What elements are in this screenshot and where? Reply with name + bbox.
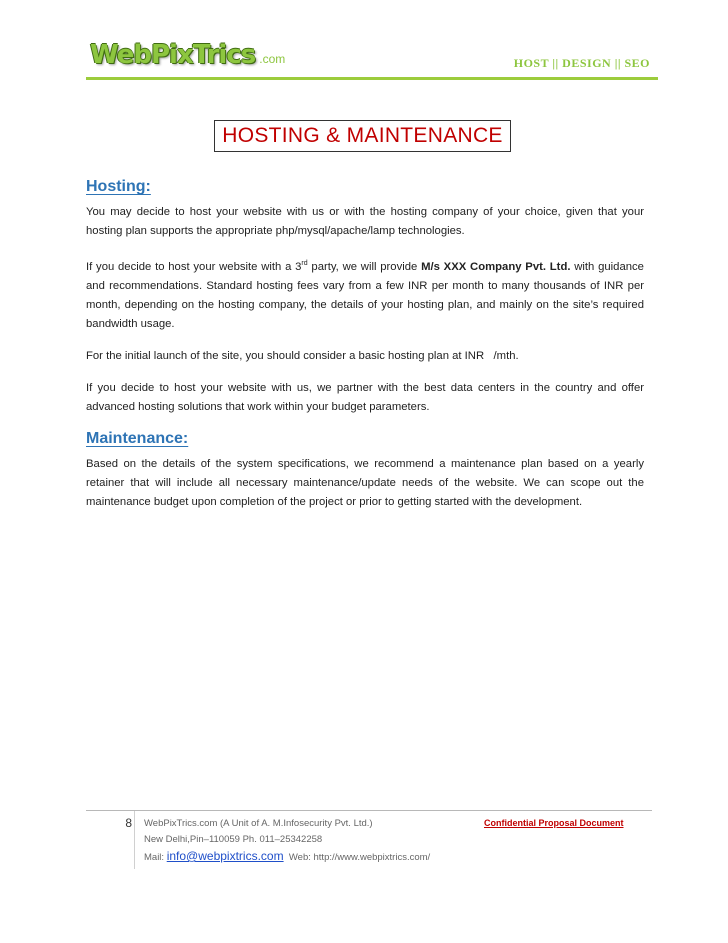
logo-text: WebPixTrics	[90, 40, 256, 70]
page-title: HOSTING & MAINTENANCE	[214, 120, 511, 152]
footer-divider	[86, 810, 652, 811]
hosting-p2-end: with guidance and recommendations. Standard hosting fees vary from a few INR per month to many thousands of INR per month, depending on the hosting company, the details of your hosting plan, and mainly on the site’s required bandwidth usage.	[86, 260, 644, 330]
hosting-paragraph-4: If you decide to host your website with us, we partner with the best data centers in the country and offer advanced hosting solutions that work within your budget parameters.	[86, 381, 644, 413]
footer-mail-line	[144, 848, 430, 866]
confidential-label: Confidential Proposal Document	[484, 818, 624, 828]
footer-company-line: WebPixTrics.com (A Unit of A. M.Infosecurity Pvt. Ltd.)	[144, 818, 373, 829]
footer-web: Web: http://www.webpixtrics.com/	[283, 852, 431, 863]
footer-contact	[144, 816, 430, 866]
header-tagline: HOST || DESIGN || SEO	[513, 56, 650, 70]
hosting-p2-start: If you decide to host your website with a 3	[86, 260, 302, 273]
page-content	[86, 178, 644, 525]
page-header	[86, 36, 656, 78]
hosting-p2-company: M/s XXX Company Pvt. Ltd.	[421, 260, 571, 273]
hosting-heading: Hosting:	[86, 178, 151, 195]
logo-suffix: .com	[259, 52, 286, 66]
company-logo	[90, 40, 285, 70]
hosting-p2-sup: rd	[301, 260, 308, 267]
hosting-p2-mid: party, we will provide	[307, 260, 422, 273]
footer-mail-label: Mail:	[144, 852, 167, 863]
hosting-paragraph-1: You may decide to host your website with us or with the hosting company of your choice, given that your hosting plan supports the appropriate php/mysql/apache/lamp technologies.	[86, 206, 644, 237]
footer-address-line: New Delhi,Pin–110059 Ph. 011–25342258	[144, 834, 323, 845]
footer-email-link[interactable]: info@webpixtrics.com	[166, 849, 284, 863]
hosting-paragraph-3: For the initial launch of the site, you should consider a basic hosting plan at INR /mth.	[86, 349, 519, 362]
maintenance-paragraph-1: Based on the details of the system specifications, we recommend a maintenance plan based on a yearly retainer that will include all necessary maintenance/update needs of the website. We can scope out the maintenance budget upon completion of the project or prior to getting started with the development.	[86, 457, 644, 508]
hosting-paragraph-2	[86, 254, 644, 334]
page-number: 8	[125, 816, 132, 830]
maintenance-heading: Maintenance:	[86, 429, 189, 447]
footer-vertical-divider	[134, 811, 135, 869]
header-divider	[86, 77, 658, 80]
